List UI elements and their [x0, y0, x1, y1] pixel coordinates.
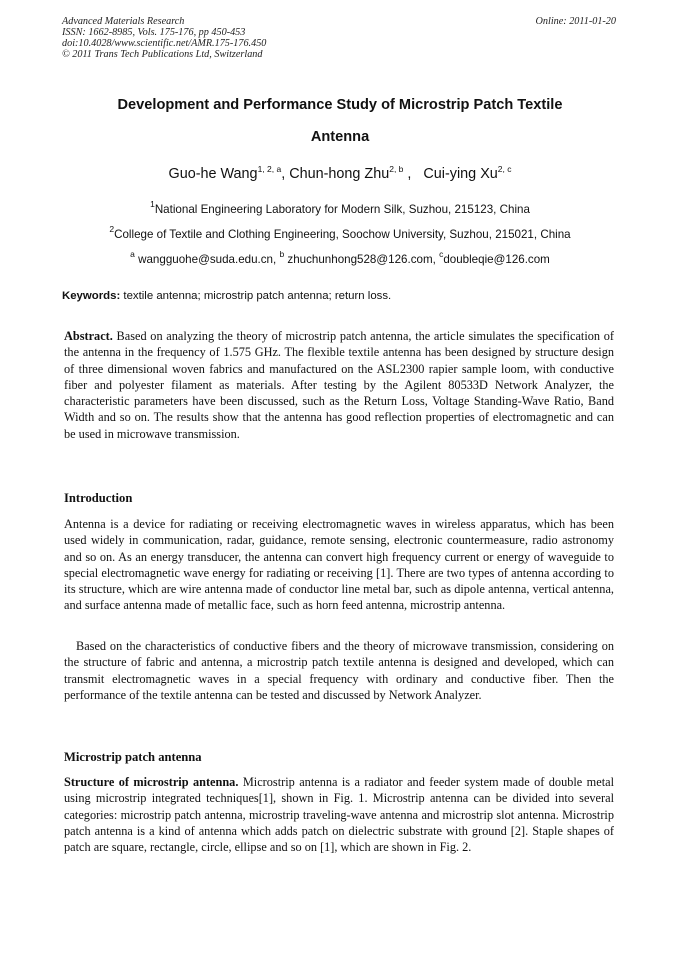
email-mark: b — [279, 249, 285, 259]
author-name: Cui-ying Xu — [423, 166, 498, 182]
journal-name: Advanced Materials Research — [62, 16, 185, 27]
email-text: wangguohe@suda.edu.cn, — [134, 253, 280, 266]
email-mark: c — [439, 249, 444, 259]
keywords-text: textile antenna; microstrip patch antenna; return loss. — [120, 290, 392, 302]
author-affiliation-mark: 1, 2, a — [257, 164, 282, 174]
email-mark: a — [130, 249, 135, 259]
author-separator: , — [403, 166, 424, 182]
online-date: Online: 2011-01-20 — [535, 16, 616, 27]
abstract-text: Based on analyzing the theory of microstrip patch antenna, the article simulates the specification of the antenna in the frequency of 1.575 GHz. The flexible textile antenna has been designed by structure design of three dimensional woven fabrics and manufactured on the ASL2300 rapier sample loom, with conductive fiber and polyester filament as materials. After testing by the Agilent 80533D Network Analyzer, the characteristic parameters have been discussed, such as the Return Loss, Voltage Standing-Wave Ratio, Band Width and so on. The results show that the antenna has good reflection properties of electromagnetic and can be used in microwave transmission. — [64, 329, 614, 441]
abstract — [64, 328, 614, 442]
affiliation-mark: 2 — [109, 224, 115, 234]
journal-header — [62, 16, 618, 60]
intro-paragraph-2: Based on the characteristics of conductive fibers and the theory of microwave transmission, considering on the structure of fabric and antenna, a microstrip patch textile antenna is designed and developed, which can transmit electromagnetic waves in a special frequency with ordinary and conductive fiber. Then the performance of the textile antenna can be tested and discussed by Network Analyzer. — [64, 639, 614, 702]
author-separator: , — [281, 166, 290, 182]
affiliation-text: College of Textile and Clothing Engineering, Soochow University, Suzhou, 215021, China — [114, 228, 571, 241]
abstract-label: Abstract. — [64, 329, 113, 343]
microstrip-paragraph — [64, 774, 614, 855]
doi-line: doi:10.4028/www.scientific.net/AMR.175-176.450 — [62, 38, 267, 49]
issn-line: ISSN: 1662-8985, Vols. 175-176, pp 450-453 — [62, 27, 246, 38]
title-line-1: Development and Performance Study of Microstrip Patch Textile — [117, 97, 563, 113]
email-line — [62, 249, 618, 266]
author-list — [62, 166, 618, 182]
section-heading-microstrip: Microstrip patch antenna — [64, 750, 202, 764]
email-text: doubleqie@126.com — [443, 253, 550, 266]
affiliation-1 — [62, 199, 618, 216]
keywords — [62, 290, 618, 302]
title-line-2: Antenna — [310, 129, 370, 145]
author-affiliation-mark: 2, b — [389, 164, 404, 174]
email-text: zhuchunhong528@126.com, — [284, 253, 440, 266]
section-heading-introduction: Introduction — [64, 491, 133, 505]
intro-paragraph-1: Antenna is a device for radiating or receiving electromagnetic waves in wireless apparatus, which has been used widely in communication, radar, guidance, remote sensing, electronic countermeasure, radio astronomy and so on. As an energy transducer, the antenna can convert high frequency current or energy of waveguide to special electromagnetic wave energy for radiating or receiving [1]. There are two types of antenna according to its structure, which are wire antenna made of conductor line metal bar, such as dipole antenna, vertical antenna, and surface antenna made of metallic face, such as horn feed antenna, microstrip antenna. — [64, 517, 614, 613]
author-name: Chun-hong Zhu — [289, 166, 390, 182]
author-name: Guo-he Wang — [168, 166, 258, 182]
author-affiliation-mark: 2, c — [497, 164, 512, 174]
affiliation-mark: 1 — [150, 199, 155, 209]
paper-title — [62, 89, 618, 153]
microstrip-text: Microstrip antenna is a radiator and feeder system made of double metal using microstrip integrated techniques[1], shown in Fig. 1. Microstrip antenna can be divided into several categories: microstrip patch antenna, microstrip traveling-wave antenna and microstrip slot antenna. Microstrip patch antenna is a kind of antenna which adds patch on dielectric substrate with ground [2]. Staple shapes of patch are square, rectangle, circle, ellipse and so on [1], which are shown in Fig. 2. — [64, 775, 614, 855]
affiliation-text: National Engineering Laboratory for Modern Silk, Suzhou, 215123, China — [154, 203, 530, 216]
subsection-label: Structure of microstrip antenna. — [64, 775, 239, 789]
keywords-label: Keywords: — [62, 290, 121, 302]
affiliation-2 — [62, 224, 618, 241]
copyright-line: © 2011 Trans Tech Publications Ltd, Switzerland — [62, 49, 263, 60]
